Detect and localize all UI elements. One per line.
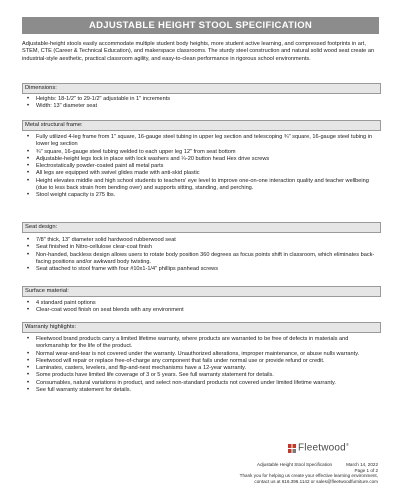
footer-tagline: Thank you for helping us create your effective learning environment, [239,473,378,479]
section-header-warranty: Warranty highlights: [22,322,381,333]
list-item: • Seat attached to stool frame with four #10x1-1/4" phillips panhead screws [22,266,377,273]
logo-wordmark: Fleetwood® [298,442,350,454]
list-item: • Some products have limited life coverage of 3 or 5 years. See full warranty statement for details. [22,372,377,379]
list-item: • Heights: 18-1/2" to 29-1/2" adjustable in 1" increments [22,96,377,103]
footer-contact: contact us at 616.396.1142 or sales@fleetwoodfurniture.com [254,478,378,484]
list-item: • Fully utilized 4-leg frame from 1" square, 16-gauge steel tubing in upper leg section and telescoping ¾" square, 16-gauge steel tubing in lower leg section [22,134,377,149]
warranty-list [22,336,377,394]
list-item: • Seat finished in Nitro-cellulose clear-coat finish [22,244,377,251]
list-item: • Stool weight capacity is 275 lbs. [22,192,377,199]
footer-doc-line [240,462,378,468]
metal-frame-list [22,134,377,200]
list-item: • Clear-coat wood finish on seat blends with any environment [22,307,377,314]
list-item: • Laminates, casters, levelers, and flip-and-nest mechanisms have a 12-year warranty. [22,365,377,372]
section-header-surface-material: Surface material: [22,286,381,297]
section-header-metal-frame: Metal structural frame: [22,120,381,131]
list-item: • Non-handed, backless design allows users to rotate body position 360 degrees as focus points shift in classroom, which eliminates back-facing positions and/or awkward body twisting. [22,252,377,267]
footer-page-number: Page 1 of 2 [354,467,378,473]
list-item: • Fleetwood brand products carry a limited lifetime warranty, where products are warranted to be free of defects in materials and workmanship for the life of the product. [22,336,377,351]
dimensions-list [22,96,377,111]
section-header-dimensions: Dimensions: [22,83,381,94]
list-item: • All legs are equipped with swivel glides made with anti-skid plastic [22,170,377,177]
footer-doc-name: Adjustable Height Stool Specification [257,462,333,467]
page-title: ADJUSTABLE HEIGHT STOOL SPECIFICATION [22,17,379,34]
fleetwood-logo [288,442,349,454]
list-item: • Normal wear-and-tear is not covered under the warranty. Unauthorized alterations, improper maintenance, or abuse nulls warranty. [22,351,377,358]
intro-paragraph: Adjustable-height stools easily accommodate multiple student body heights, more student active learning, and compressed footprints in art, STEM, CTE (Career & Technical Education), and makerspace classrooms. The sturdy steel construction and natural solid wood seat create an industrial-style aesthetic, practical classroom agility, and easy-to-clean performance in rigorous school environments. [22,41,375,62]
section-header-seat-design: Seat design: [22,222,381,233]
fleetwood-logo-mark-icon [288,444,296,453]
list-item: • 4 standard paint options [22,300,377,307]
list-item: • Width: 13" diameter seat [22,103,377,110]
seat-design-list [22,237,377,273]
list-item: • Electrostatically powder-coated paint all metal parts [22,163,377,170]
list-item: • Height elevates middle and high school students to teachers' eye level to improve one-on-one interaction quality and teacher wellbeing (due to less back strain from bending over) and supports sitting, standing, and perching. [22,178,377,193]
list-item: • Consumables, natural variations in product, and select non-standard products not covered under limited lifetime warranty. [22,380,377,387]
page-footer [240,462,378,484]
footer-date: March 14, 2022 [346,462,378,467]
list-item: • 7/8" thick, 13" diameter solid hardwood rubberwood seat [22,237,377,244]
list-item: • ¾" square, 16-gauge steel tubing welded to each upper leg 12" from seat bottom [22,149,377,156]
list-item: • Adjustable-height legs lock in place with lock washers and ¼-20 button head Hex drive screws [22,156,377,163]
list-item: • See full warranty statement for details. [22,387,377,394]
surface-material-list [22,300,377,315]
list-item: • Fleetwood will repair or replace free-of-charge any component that fails under normal use or provide refund or credit. [22,358,377,365]
